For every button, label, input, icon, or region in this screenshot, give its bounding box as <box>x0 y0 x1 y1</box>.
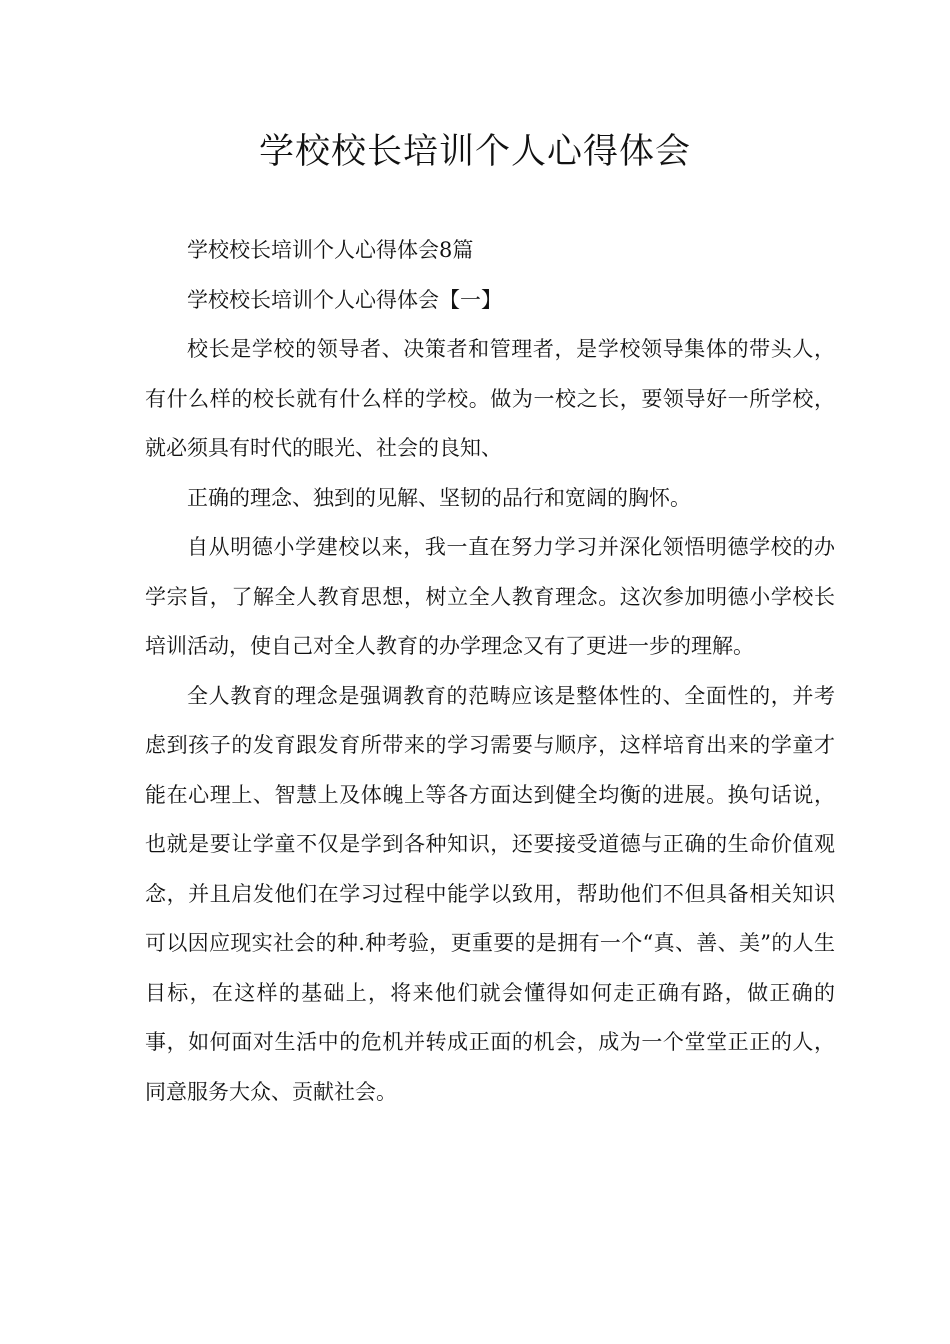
subtitle-line: 学校校长培训个人心得体会8篇 <box>187 238 474 262</box>
document-title: 学校校长培训个人心得体会 <box>258 132 691 172</box>
document-body <box>145 226 835 1117</box>
paragraph: 校长是学校的领导者、决策者和管理者，是学校领导集体的带头人，有什么样的校长就有什么样的学校。做为一校之长，要领导好一所学校，就必须具有时代的眼光、社会的良知、 <box>145 337 835 460</box>
paragraph: 全人教育的理念是强调教育的范畴应该是整体性的、全面性的，并考虑到孩子的发育跟发育所带来的学习需要与顺序，这样培育出来的学童才能在心理上、智慧上及体魄上等各方面达到健全均衡的进展。换句话说，也就是要让学童不仅是学到各种知识，还要接受道德与正确的生命价值观念，并且启发他们在学习过程中能学以致用，帮助他们不但具备相关知识可以因应现实社会的种.种考验，更重要的是拥有一个“真、善、美”的人生目标，在这样的基础上，将来他们就会懂得如何走正确有路，做正确的事，如何面对生活中的危机并转成正面的机会，成为一个堂堂正正的人，同意服务大众、贡献社会。 <box>145 683 835 1104</box>
paragraph: 正确的理念、独到的见解、坚韧的品行和宽阔的胸怀。 <box>187 485 691 510</box>
section-heading: 学校校长培训个人心得体会【一】 <box>187 287 502 312</box>
paragraph: 自从明德小学建校以来，我一直在努力学习并深化领悟明德学校的办学宗旨，了解全人教育思想，树立全人教育理念。这次参加明德小学校长培训活动，使自己对全人教育的办学理念又有了更进一步的理解。 <box>145 535 835 658</box>
